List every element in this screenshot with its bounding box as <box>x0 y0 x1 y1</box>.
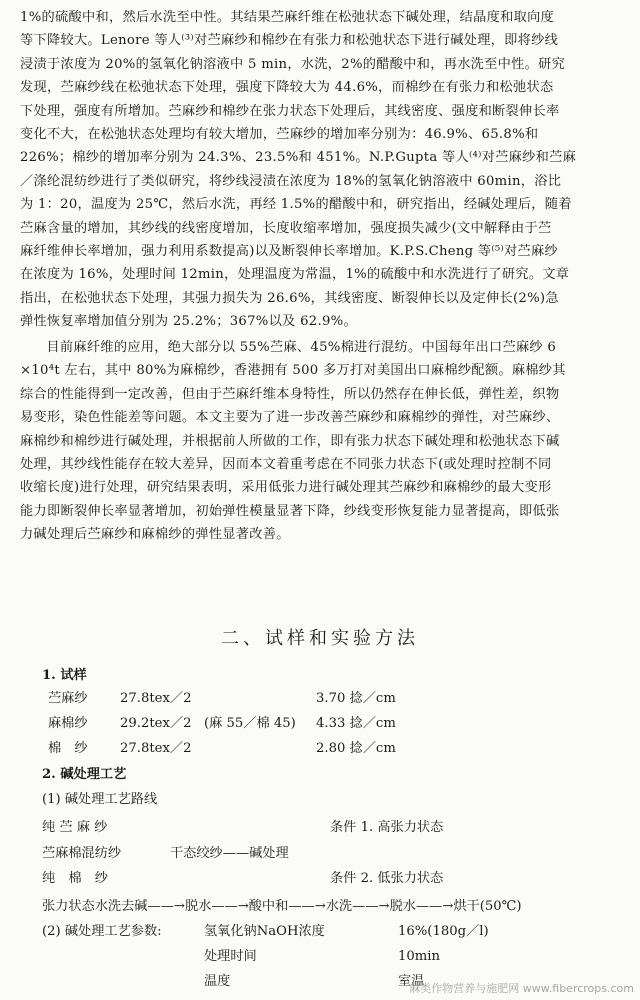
text-line: 麻纤维伸长率增加，强力利用系数提高)以及断裂伸长率增加。K.P.S.Cheng 等⁽⁵⁾对苎麻纱 <box>20 244 559 260</box>
route-step: 脱水 <box>389 899 416 914</box>
text-line: 易变形，染色性能差等问题。本文主要为了进一步改善苎麻纱和麻棉纱的弹性，对苎麻纱、 <box>20 410 560 426</box>
param-value: 10min <box>398 949 440 964</box>
sample-blend-note: (麻 55／棉 45) <box>204 716 296 731</box>
dry-skein-alkali-step: 干态绞纱——碱处理 <box>170 846 289 861</box>
text-line: 目前麻纤维的应用，绝大部分以 55%苎麻、45%棉进行混纺。中国每年出口苎麻纱 6 <box>46 340 557 355</box>
route-step: 烘干(50℃) <box>453 899 522 914</box>
condition-low-tension: 条件 2. 低张力状态 <box>330 871 444 886</box>
text-line: 发现，苎麻纱线在松弛状态下处理，强度下降较大为 44.6%，而棉纱在有张力和松弛状态 <box>20 80 554 96</box>
text-line: 等下降较大。Lenore 等人⁽³⁾对苎麻纱和棉纱在有张力和松弛状态下进行碱处理，即将纱线 <box>20 33 559 49</box>
text-line: 收缩长度)进行处理，研究结果表明，采用低张力进行碱处理其苎麻纱和麻棉纱的最大变形 <box>20 480 552 496</box>
text-line: 麻棉纱和棉纱进行碱处理，并根据前人所做的工作，即有张力状态下碱处理和松弛状态下碱 <box>20 433 560 449</box>
sample-twist: 4.33 捻／cm <box>316 716 396 731</box>
text-line: ／涤纶混纺纱进行了类似研究，将纱线浸渍在浓度为 18%的氢氧化钠溶液中 60min，浴比 <box>20 173 562 189</box>
text-line: 能力即断裂伸长率显著增加，初始弹性模量显著下降，纱线变形恢复能力显著提高，即低张 <box>20 503 560 519</box>
text-line: 浸渍于浓度为 20%的氢氧化钠溶液中 5 min，水洗，2%的醋酸中和，再水洗至中性。研究 <box>20 56 566 72</box>
arrow-icon: ——→ <box>211 899 249 914</box>
route-step: 酸中和 <box>248 899 289 914</box>
param-value: 16%(180g／l) <box>398 924 489 939</box>
sample-spec: 29.2tex／2 <box>120 716 192 731</box>
samples-heading: 1. 试样 <box>42 668 87 683</box>
text-line: 处理，其纱线性能存在较大差异，因而本文着重考虑在不同张力状态下(或处理时控制不同 <box>20 457 552 473</box>
text-line: 226%；棉纱的增加率分别为 24.3%、23.5%和 451%。N.P.Gupta 等人⁽⁴⁾对苎麻纱和苎麻 <box>20 150 577 166</box>
yarn-type-ramie: 纯 苎 麻 纱 <box>42 820 108 835</box>
route-step: 水洗 <box>325 899 353 914</box>
sample-twist: 2.80 捻／cm <box>316 741 396 756</box>
process-route-heading: (1) 碱处理工艺路线 <box>42 792 158 807</box>
param-label: 温度 <box>204 974 231 989</box>
param-label: 氢氧化钠NaOH浓度 <box>204 924 325 939</box>
text-line: 弹性恢复率增加值分别为 25.2%；367%以及 62.9%。 <box>20 314 357 330</box>
text-line: 为 1：20，温度为 25℃，然后水洗，再经 1.5%的醋酸中和，研究指出，经碱处理后，随着 <box>20 197 572 213</box>
sample-name: 苎麻纱 <box>48 691 88 706</box>
process-route <box>42 897 522 917</box>
text-line: 力碱处理后苎麻纱和麻棉纱的弹性显著改善。 <box>20 527 290 543</box>
arrow-icon: ——→ <box>352 899 390 914</box>
sample-spec: 27.8tex／2 <box>120 741 192 756</box>
yarn-type-cotton: 纯 棉 纱 <box>42 871 108 886</box>
sample-twist: 3.70 捻／cm <box>316 691 396 706</box>
process-heading: 2. 碱处理工艺 <box>42 767 127 782</box>
text-line: 下处理，强度有所增加。苎麻纱和棉纱在张力状态下处理后，其线密度、强度和断裂伸长率 <box>20 103 560 119</box>
sample-name: 棉 纱 <box>48 741 88 756</box>
arrow-icon: ——→ <box>415 899 454 914</box>
arrow-icon: ——→ <box>288 899 326 914</box>
route-step: 脱水 <box>184 899 212 914</box>
text-line: 1%的硫酸中和，然后水洗至中性。其结果苎麻纤维在松弛状态下碱处理，结晶度和取向度 <box>20 10 555 25</box>
condition-high-tension: 条件 1. 高张力状态 <box>330 820 444 835</box>
sample-spec: 27.8tex／2 <box>120 691 192 706</box>
text-line: 苎麻含量的增加，其纱线的线密度增加，长度收缩率增加，强度损失减少(文中解释由于苎 <box>20 220 552 236</box>
text-line: ×10⁴t 左右，其中 80%为麻棉纱，香港拥有 500 多万打对美国出口麻棉纱配额。麻棉纱其 <box>20 363 566 379</box>
section-title: 二、试样和实验方法 <box>221 628 419 649</box>
process-params-heading: (2) 碱处理工艺参数: <box>42 924 162 939</box>
paragraph-introduction-aim <box>20 336 622 547</box>
arrow-icon: ——→ <box>147 899 185 914</box>
site-watermark: 麻类作物营养与施肥网 www.fibercrops.com <box>409 982 634 995</box>
param-label: 处理时间 <box>204 949 257 964</box>
text-line: 在浓度为 16%，处理时间 12min，处理温度为常温，1%的硫酸中和水洗进行了研究。文章 <box>20 267 570 283</box>
text-line: 变化不大，在松弛状态处理均有较大增加，苎麻纱的增加率分别为：46.9%、65.8%和 <box>20 127 539 143</box>
yarn-type-blend: 苎麻棉混纺纱 <box>42 846 122 861</box>
param-value: 室温 <box>398 974 425 989</box>
text-line: 综合的性能得到一定改善，但由于苎麻纤维本身特性，所以仍然存在伸长低，弹性差，织物 <box>20 386 560 402</box>
paragraph-literature-review <box>20 6 622 334</box>
route-step: 张力状态水洗去碱 <box>42 899 148 914</box>
text-line: 指出，在松弛状态下处理，其强力损失为 26.6%，其线密度、断裂伸长以及定伸长(2%)急 <box>20 290 559 306</box>
sample-name: 麻棉纱 <box>48 716 88 731</box>
